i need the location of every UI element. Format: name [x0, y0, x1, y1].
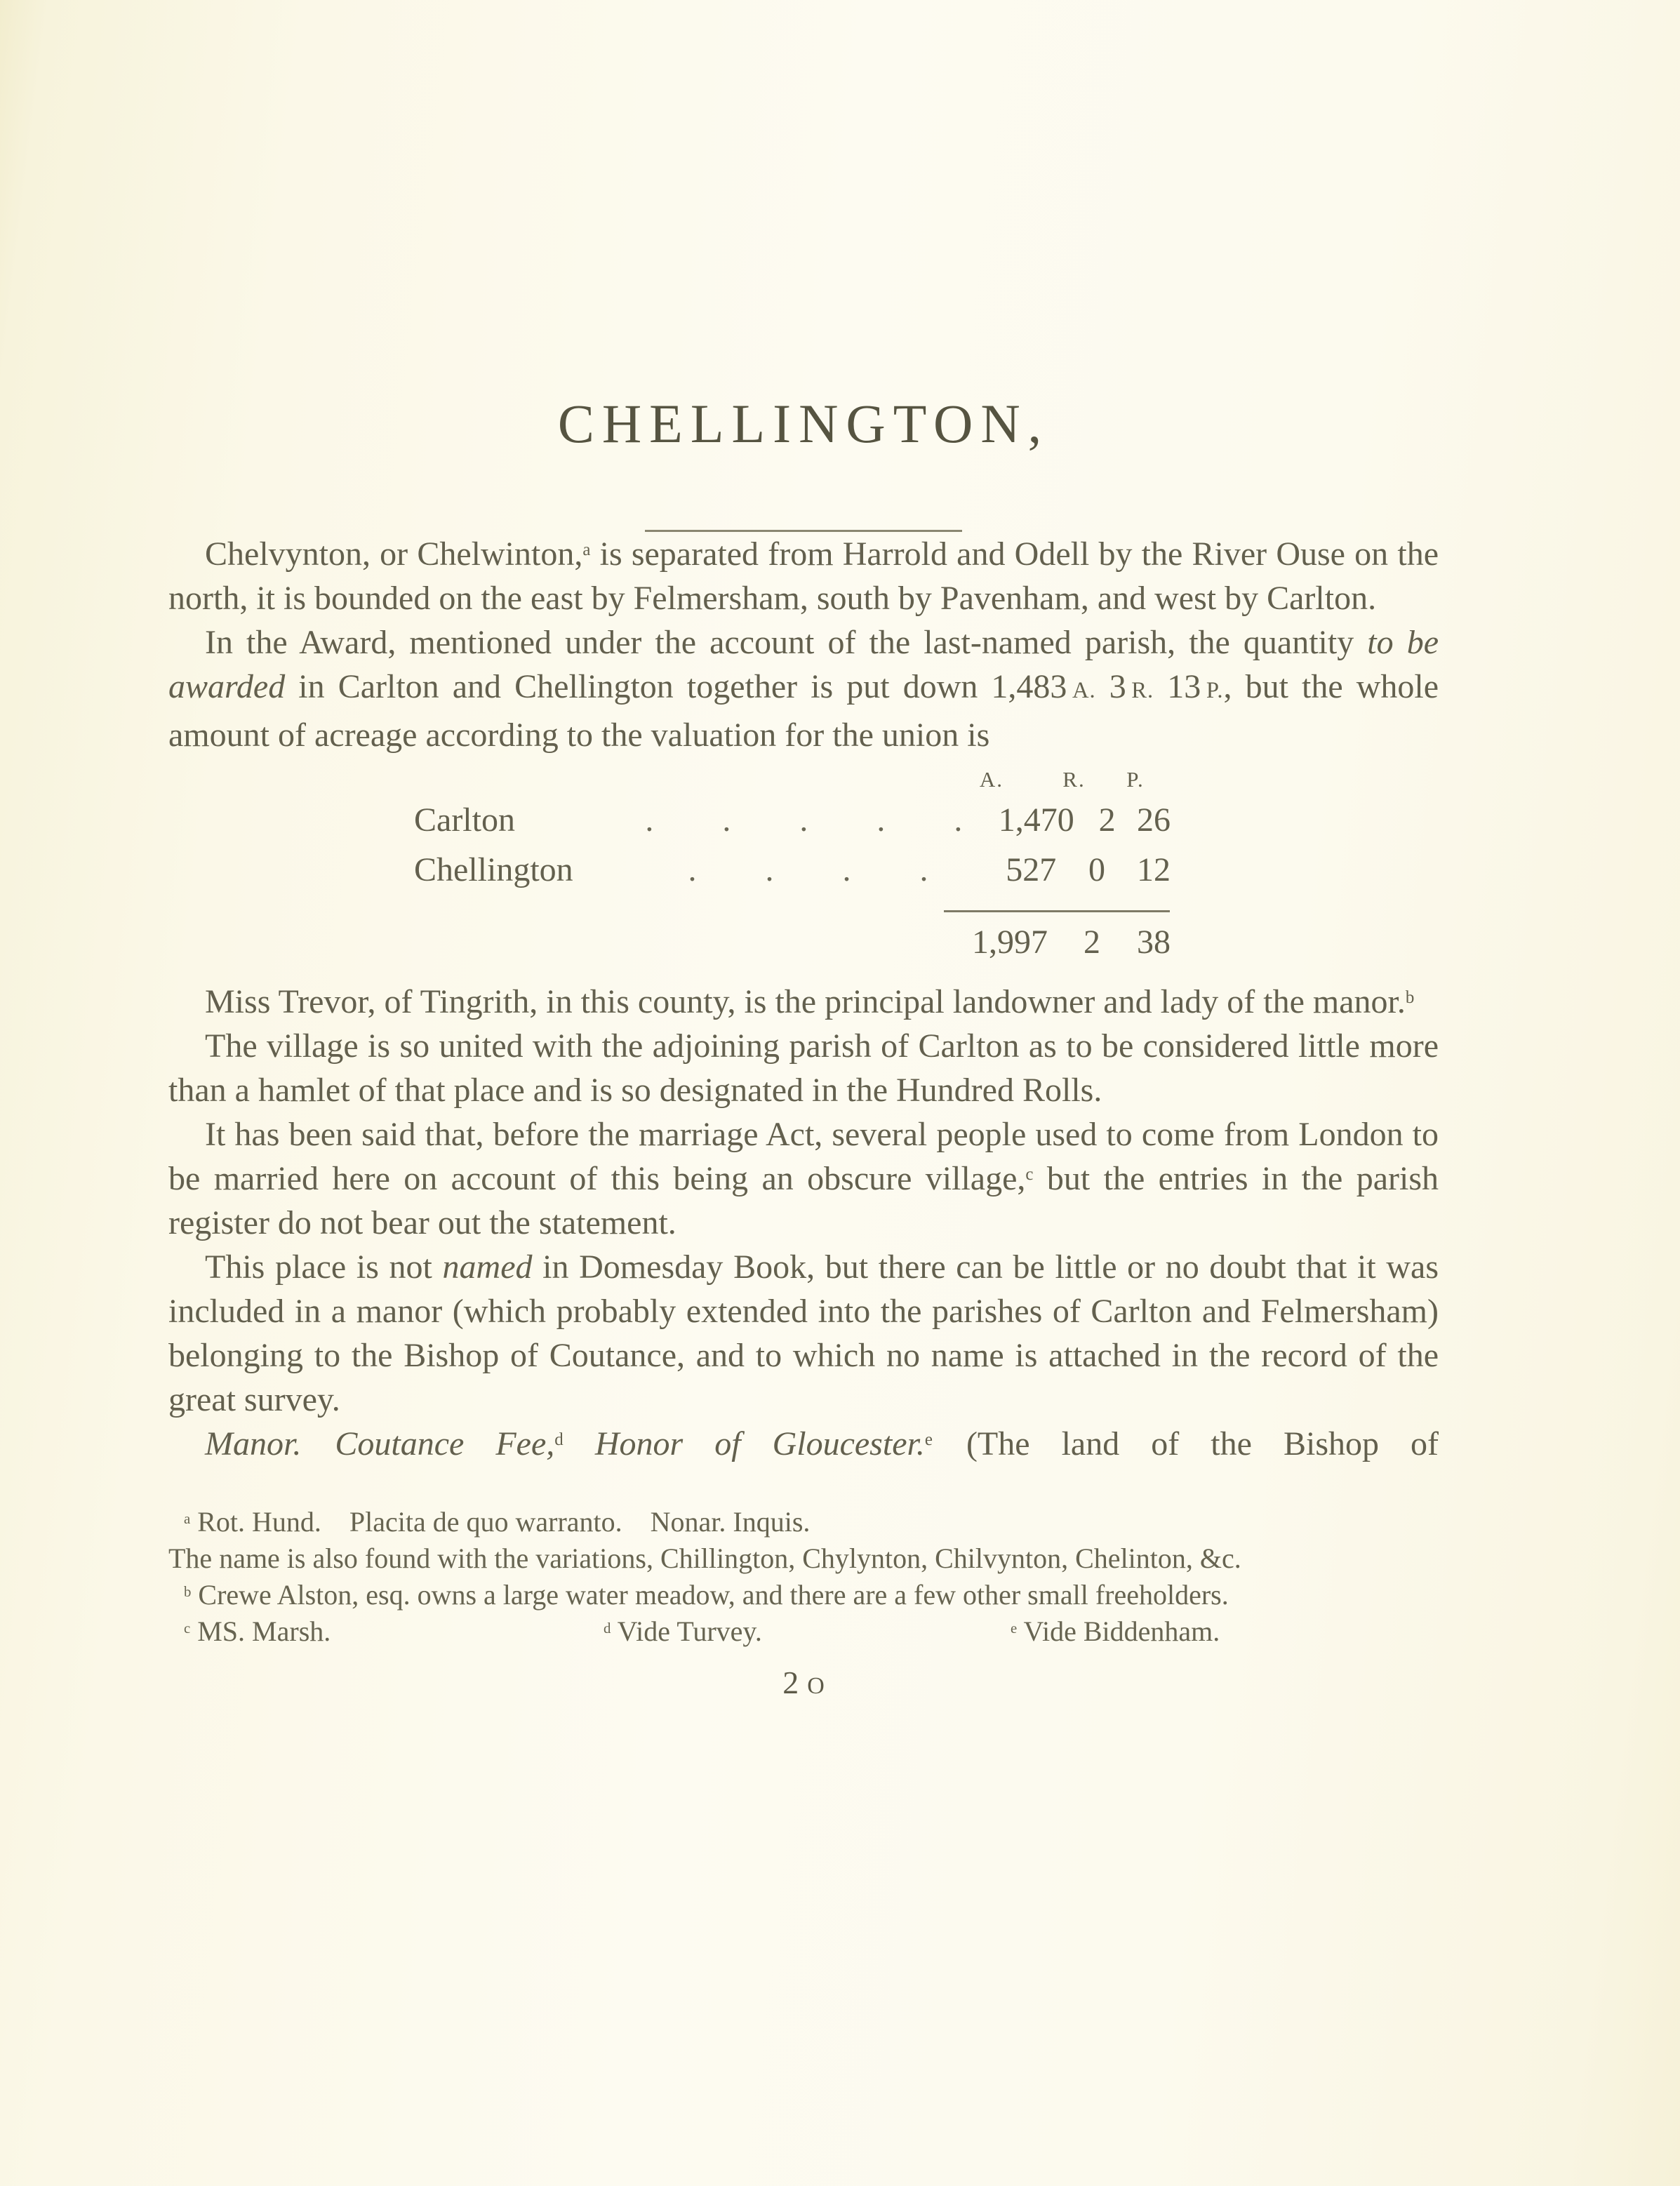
total-rule	[944, 910, 1170, 912]
signature-mark	[168, 1664, 1439, 1701]
paragraph-award: In the Award, mentioned under the account of the last-named parish, the quantity to be awarded in Carlton and Chellington together is put down 1,483 A. 3 R. 13 P., but the whole amount of acreage according to the valuation for the union is	[168, 624, 1439, 754]
paragraph-chelvynton: Chelvynton, or Chelwinton,$^a$ is separated from Harrold and Odell by the River Ouse on the north, it is bounded on the east by Felmersham, south by Pavenham, and west by Carlton.	[168, 535, 1439, 617]
cell-roods: 2	[1098, 801, 1116, 839]
header-spacer	[414, 764, 935, 795]
footnote-b: $^b$ Crewe Alston, esq. owns a large water meadow, and there are a few other small freeholders.	[184, 1579, 1229, 1611]
footnote-c: $^c$ MS. Marsh.	[184, 1615, 331, 1647]
signature-letter: O	[807, 1673, 825, 1699]
footnotes-section	[168, 1504, 1439, 1650]
dot-leader: . . . .	[688, 851, 928, 888]
table-row-carlton	[414, 795, 1171, 845]
column-header-roods: R.	[1062, 767, 1086, 792]
cell-perches: 12	[1137, 851, 1171, 888]
footnote-row	[168, 1613, 1439, 1650]
footnote-a: $^a$ Rot. Hund. Placita de quo warranto. Nonar. Inquis.	[184, 1506, 811, 1538]
total-roods: 2	[1084, 924, 1100, 961]
row-label: Carlton	[414, 801, 515, 839]
column-header-acres: A.	[979, 767, 1004, 792]
cell-perches: 26	[1137, 801, 1171, 839]
paragraph-marriage-act: It has been said that, before the marriage Act, several people used to come from London to be married here on account of this being an obscure village,$^c$ but the entries in the parish register do not bear out the statement.	[168, 1116, 1439, 1241]
table-row-chellington	[414, 845, 1171, 895]
cell-acres: 527	[1006, 851, 1057, 888]
row-label: Chellington	[414, 851, 573, 888]
total-spacer	[414, 918, 709, 967]
cell-acres: 1,470	[998, 801, 1074, 839]
column-header-perches: P.	[1126, 767, 1145, 792]
table-total-row	[414, 918, 1171, 967]
footnote-e: $^e$ Vide Biddenham.	[1011, 1615, 1220, 1647]
cell-roods: 0	[1088, 851, 1106, 888]
total-perches: 38	[1137, 924, 1171, 961]
paragraph-village: The village is so united with the adjoining parish of Carlton as to be considered little more than a hamlet of that place and is so designated in the Hundred Rolls.	[168, 1027, 1439, 1109]
paragraph-manor: Manor. Coutance Fee,$^d$ Honor of Gloucester.$^e$ (The land of the Bishop of	[205, 1425, 1439, 1462]
paragraph-miss-trevor: Miss Trevor, of Tingrith, in this county, is the principal landowner and lady of the manor.$^b$	[205, 983, 1415, 1020]
acreage-table	[414, 764, 1171, 967]
footnote-a-continued: The name is also found with the variations, Chillington, Chylynton, Chilvynton, Chelinton, &c.	[168, 1542, 1241, 1574]
page-content	[168, 0, 1439, 1701]
table-header-row	[414, 764, 1171, 795]
paragraph-domesday: This place is not named in Domesday Book, but there can be little or no doubt that it was included in a manor (which probably extended into the parishes of Carlton and Felmersham) belonging to the Bishop of Coutance, and to which no name is attached in the record of the great survey.	[168, 1248, 1439, 1418]
total-spacer	[709, 918, 935, 967]
footnote-d: $^d$ Vide Turvey.	[604, 1615, 762, 1647]
dot-leader: . . . . .	[645, 801, 963, 839]
signature-number: 2	[782, 1665, 799, 1700]
page-title: CHELLINGTON,	[557, 393, 1050, 454]
total-acres: 1,997	[972, 924, 1048, 961]
